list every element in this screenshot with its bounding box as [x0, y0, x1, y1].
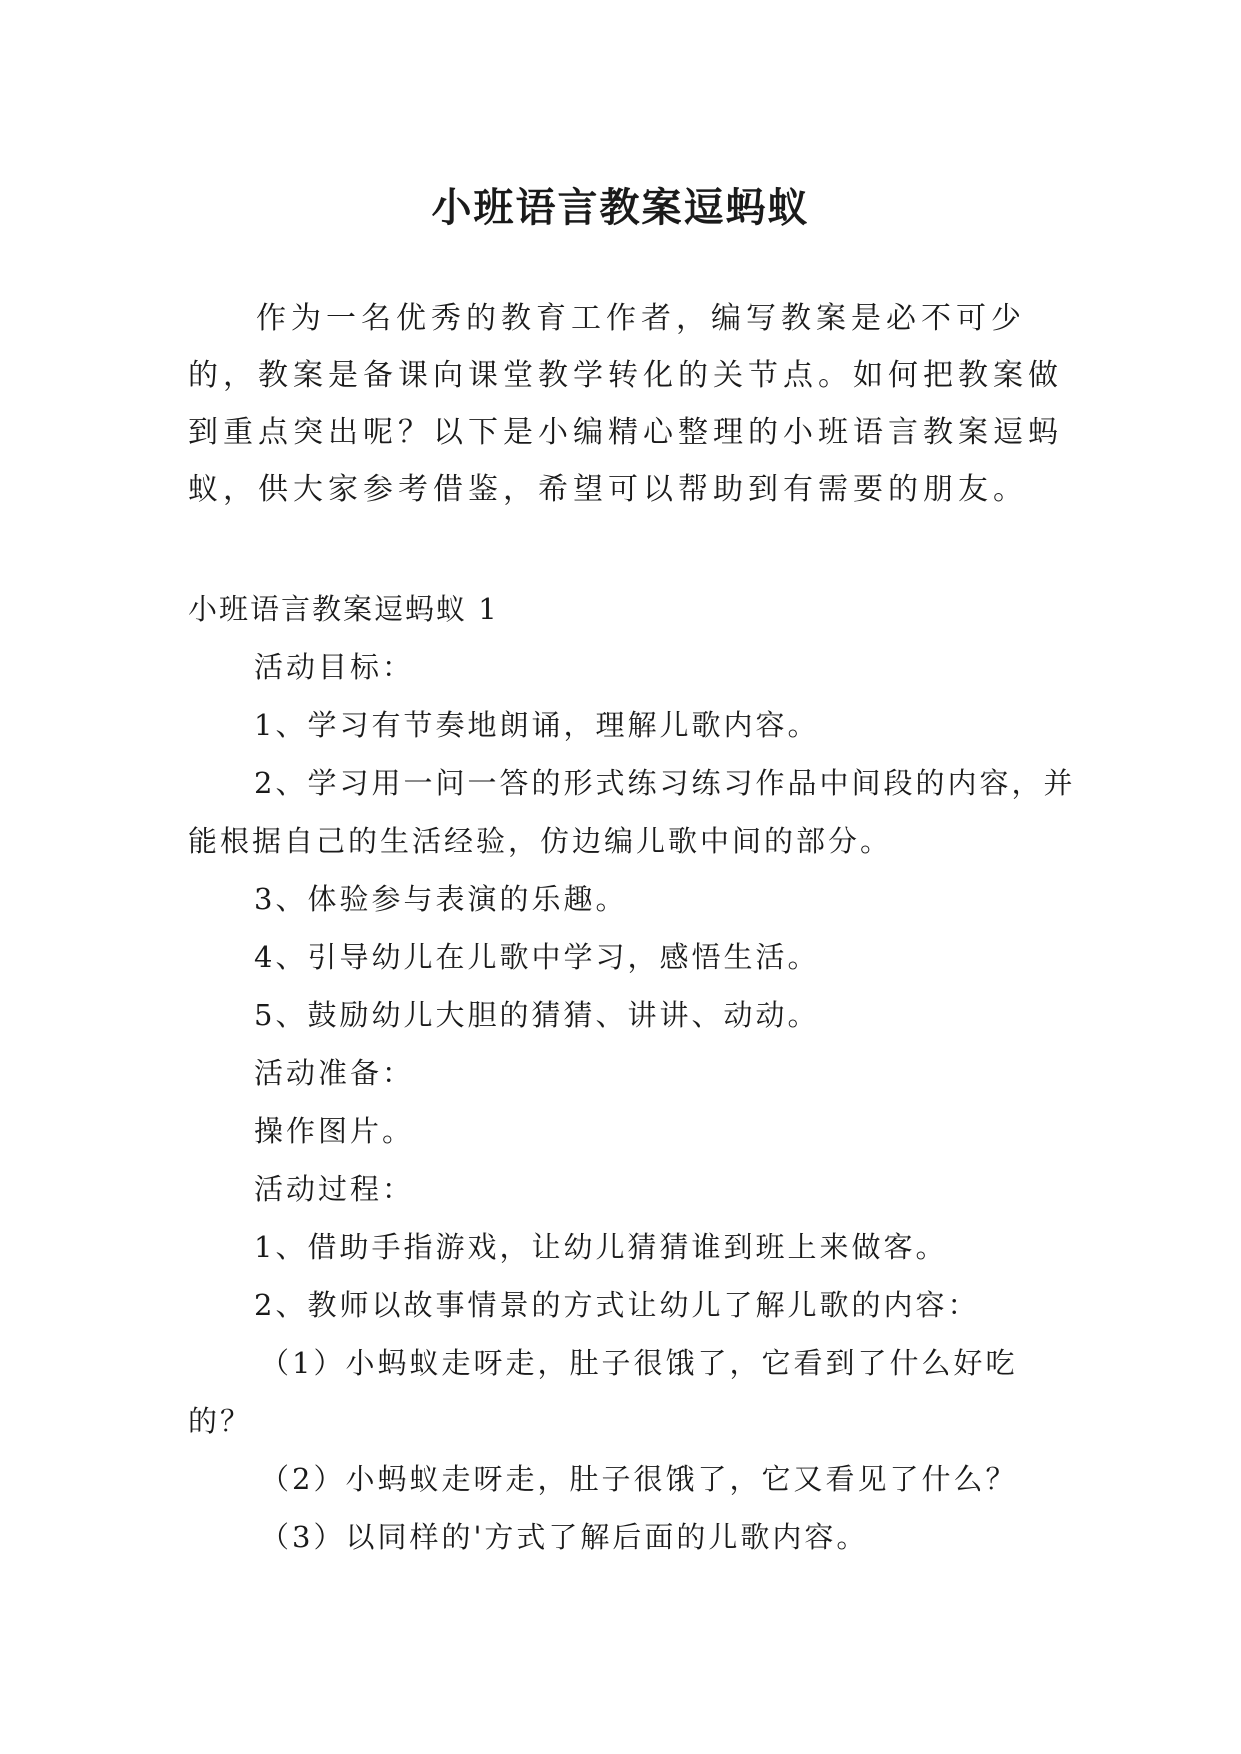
subprocess-item: （2）小蚂蚁走呀走，肚子很饿了，它又看见了什么？	[260, 1462, 1018, 1496]
intro-paragraph: 作为一名优秀的教育工作者，编写教案是必不可少的，教案是备课向课堂教学转化的关节点。如何把教案做到重点突出呢？以下是小编精心整理的小班语言教案逗蚂蚁，供大家参考借鉴，希望可以帮助到有需要的朋友。	[188, 301, 1063, 507]
goal-item: 5、鼓励幼儿大胆的猜猜、讲讲、动动。	[254, 998, 820, 1032]
document-title: 小班语言教案逗蚂蚁	[431, 183, 810, 231]
process-item: 2、教师以故事情景的方式让幼儿了解儿歌的内容：	[254, 1288, 980, 1322]
goals-heading: 活动目标：	[254, 650, 415, 684]
subprocess-item: （1）小蚂蚁走呀走，肚子很饿了，它看到了什么好吃的？	[188, 1346, 1018, 1438]
section-title: 小班语言教案逗蚂蚁 1	[188, 592, 499, 626]
prep-heading: 活动准备：	[254, 1056, 415, 1090]
lesson-body	[188, 580, 1078, 1566]
goal-item: 4、引导幼儿在儿歌中学习，感悟生活。	[254, 940, 820, 974]
goal-item: 2、学习用一问一答的形式练习练习作品中间段的内容，并能根据自己的生活经验，仿边编儿歌中间的部分。	[188, 766, 1076, 858]
process-item: 1、借助手指游戏，让幼儿猜猜谁到班上来做客。	[254, 1230, 948, 1264]
prep-text: 操作图片。	[254, 1114, 415, 1148]
goal-item: 3、体验参与表演的乐趣。	[254, 882, 628, 916]
subprocess-item: （3）以同样的'方式了解后面的儿歌内容。	[260, 1520, 869, 1554]
goal-item: 1、学习有节奏地朗诵，理解儿歌内容。	[254, 708, 820, 742]
process-heading: 活动过程：	[254, 1172, 415, 1206]
